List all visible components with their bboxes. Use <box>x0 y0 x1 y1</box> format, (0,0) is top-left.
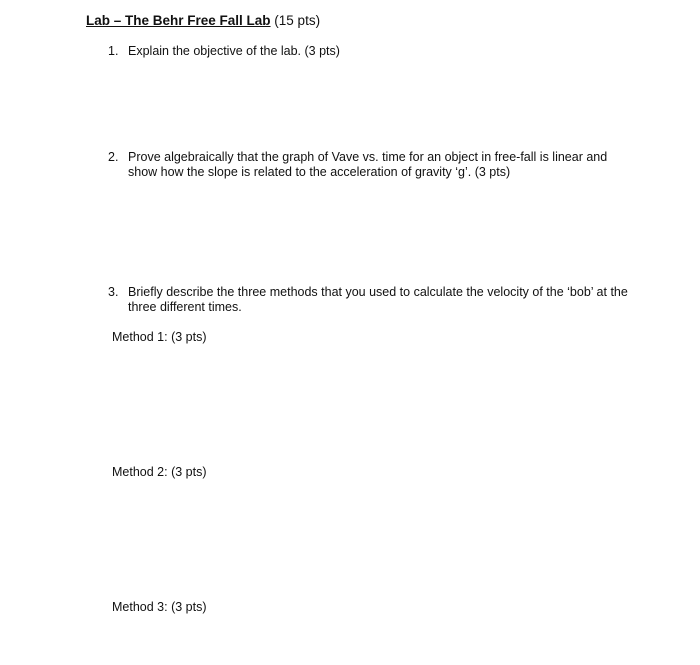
worksheet-title-points: (15 pts) <box>270 13 321 28</box>
question-2-number: 2. <box>108 150 119 164</box>
question-1-text: Explain the objective of the lab. (3 pts) <box>128 44 340 58</box>
method-3-label: Method 3: (3 pts) <box>112 600 207 614</box>
worksheet-title-main: Lab – The Behr Free Fall Lab <box>86 13 271 28</box>
method-1-label: Method 1: (3 pts) <box>112 330 207 344</box>
method-2-label: Method 2: (3 pts) <box>112 465 207 479</box>
worksheet-title <box>86 13 320 28</box>
question-2-text: Prove algebraically that the graph of Vave vs. time for an object in free-fall is linear and show how the slope is related to the acceleration of gravity ‘g’. (3 pts) <box>128 150 608 179</box>
question-1-number: 1. <box>108 44 119 58</box>
question-3-number: 3. <box>108 285 119 299</box>
question-3-text: Briefly describe the three methods that you used to calculate the velocity of the ‘bob’ at the three different times. <box>128 285 628 314</box>
